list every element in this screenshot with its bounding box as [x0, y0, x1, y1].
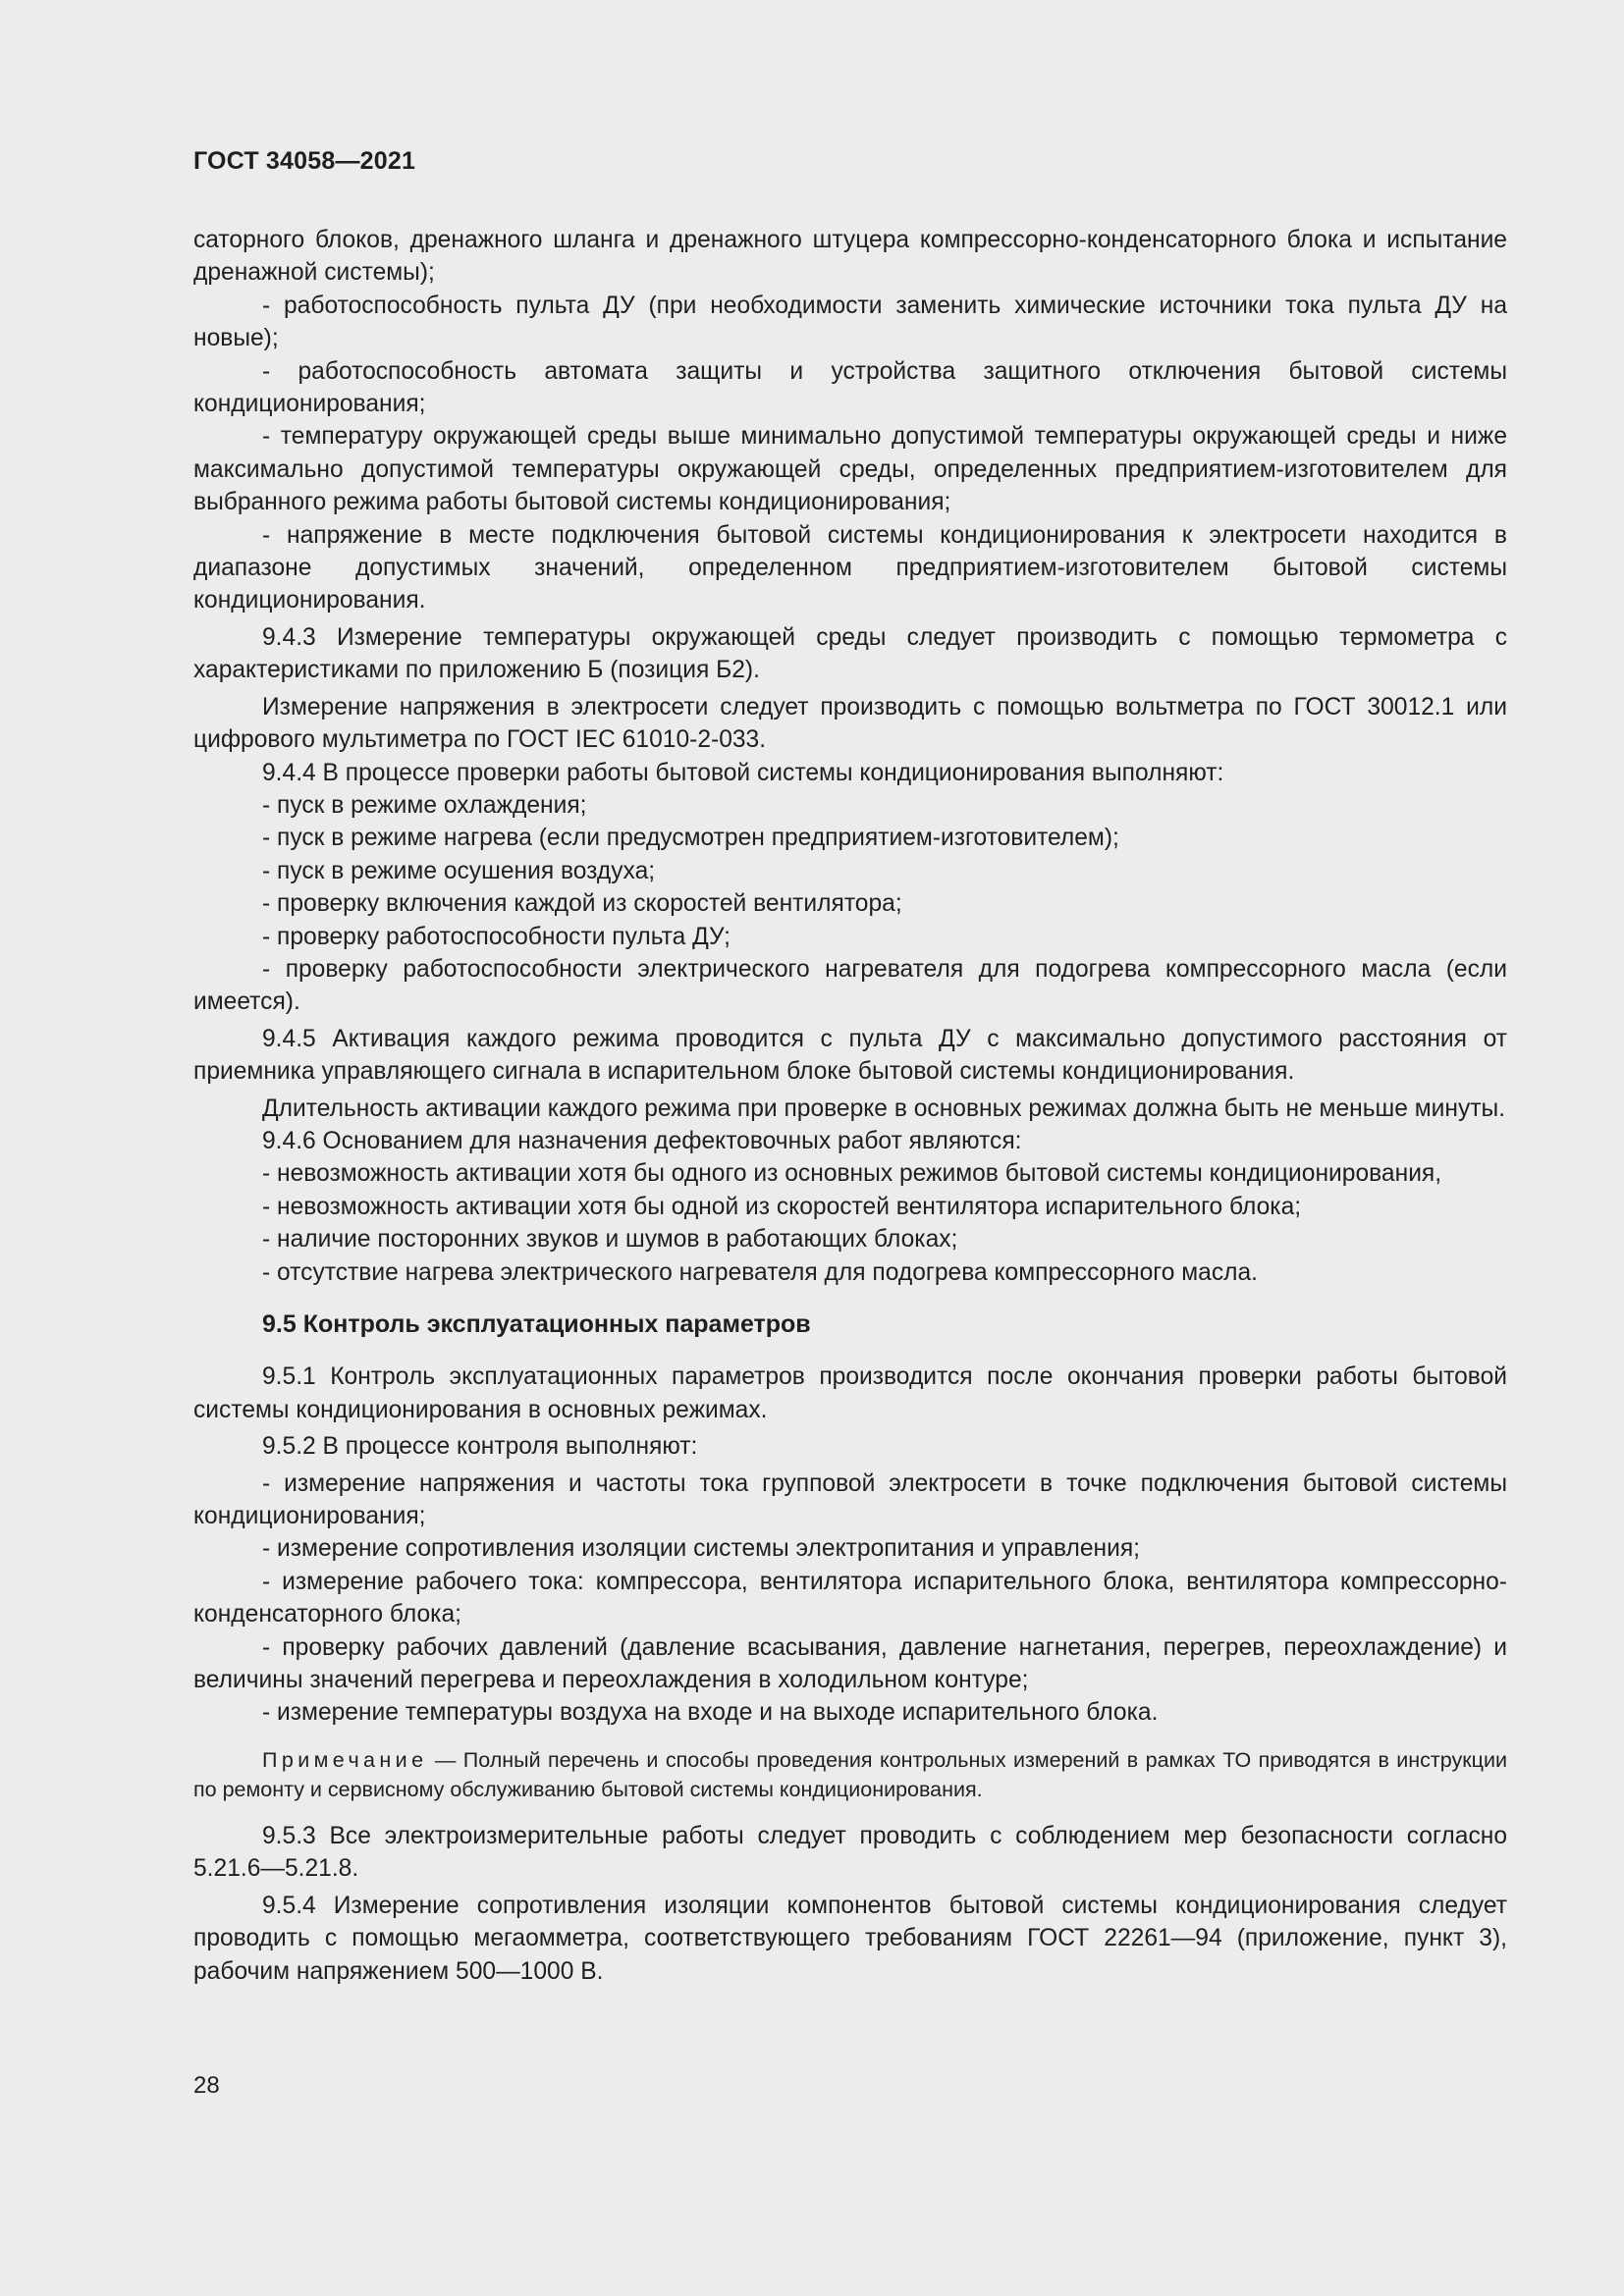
paragraph: - измерение напряжения и частоты тока групповой электросети в точке подключения бытовой системы кондиционирования; [193, 1469, 1507, 1530]
paragraph: - пуск в режиме нагрева (если предусмотрен предприятием-изготовителем); [262, 825, 1119, 852]
paragraph: - измерение температуры воздуха на входе и на выходе испарительного блока. [262, 1699, 1159, 1727]
section-95-tail-text [193, 1820, 1507, 1988]
paragraph: 9.5.3 Все электроизмерительные работы следует проводить с соблюдением мер безопасности согласно 5.21.6—5.21.8. [193, 1822, 1507, 1883]
paragraph: 9.4.3 Измерение температуры окружающей среды следует производить с помощью термометра с характеристиками по приложению Б (позиция Б2). [193, 623, 1507, 684]
paragraph: - измерение рабочего тока: компрессора, вентилятора испарительного блока, вентилятора компрессорно-конденсаторного блока; [193, 1568, 1507, 1629]
paragraph: - наличие посторонних звуков и шумов в работающих блоках; [262, 1226, 958, 1254]
paragraph: - проверку работоспособности пульта ДУ; [262, 923, 731, 950]
paragraph: 9.4.6 Основанием для назначения дефектовочных работ являются: [262, 1127, 1022, 1154]
note-paragraph [193, 1745, 1507, 1804]
paragraph: - температуру окружающей среды выше минимально допустимой температуры окружающей среды и ниже максимально допустимой температуры окружающей среды, определенных предприятием-изготовителем для выбранного режима работы бытовой системы кондиционирования; [193, 423, 1507, 516]
note-text: — Полный перечень и способы проведения контрольных измерений в рамках ТО приводятся в инструкции по ремонту и сервисному обслуживанию бытовой системы кондиционирования. [193, 1747, 1507, 1801]
paragraph: - работоспособность пульта ДУ (при необходимости заменить химические источники тока пульта ДУ на новые); [193, 292, 1507, 352]
paragraph: - пуск в режиме охлаждения; [262, 791, 587, 819]
paragraph: - отсутствие нагрева электрического нагревателя для подогрева компрессорного масла. [262, 1258, 1258, 1286]
section-95-text [193, 1361, 1507, 1729]
paragraph: Измерение напряжения в электросети следует производить с помощью вольтметра по ГОСТ 30012.1 или цифрового мультиметра по ГОСТ IEC 61010-2-033. [193, 693, 1507, 754]
paragraph: - измерение сопротивления изоляции системы электропитания и управления; [262, 1535, 1140, 1563]
paragraph: 9.5.4 Измерение сопротивления изоляции компонентов бытовой системы кондиционирования следует проводить с помощью мегаомметра, соответствующего требованиям ГОСТ 22261—94 (приложение, пункт 3), рабочим напряжением 500—1000 В. [193, 1892, 1507, 1985]
page-number: 28 [193, 2072, 220, 2099]
note-label: Примечание [262, 1747, 428, 1772]
paragraph: - невозможность активации хотя бы одного из основных режимов бытовой системы кондиционирования, [262, 1160, 1442, 1188]
paragraph: 9.5.1 Контроль эксплуатационных параметров производится после окончания проверки работы бытовой системы кондиционирования в основных режимах. [193, 1363, 1507, 1423]
paragraph: - проверку работоспособности электрического нагревателя для подогрева компрессорного масла (если имеется). [193, 955, 1507, 1016]
section-94-text [193, 224, 1507, 1289]
paragraph: саторного блоков, дренажного шланга и дренажного штуцера компрессорно-конденсаторного блока и испытание дренажной системы); [193, 227, 1507, 287]
paragraph: 9.4.4 В процессе проверки работы бытовой системы кондиционирования выполняют: [262, 759, 1224, 786]
paragraph: - невозможность активации хотя бы одной из скоростей вентилятора испарительного блока; [262, 1193, 1302, 1220]
paragraph: 9.4.5 Активация каждого режима проводится с пульта ДУ с максимально допустимого расстояния от приемника управляющего сигнала в испарительном блоке бытовой системы кондиционирования. [193, 1025, 1507, 1086]
paragraph: - пуск в режиме осушения воздуха; [262, 857, 656, 884]
document-body [193, 224, 1507, 1988]
paragraph: - проверку рабочих давлений (давление всасывания, давление нагнетания, перегрев, переохлаждение) и величины значений перегрева и переохлаждения в холодильном контуре; [193, 1633, 1507, 1694]
paragraph: - напряжение в месте подключения бытовой системы кондиционирования к электросети находится в диапазоне допустимых значений, определенном предприятием-изготовителем бытовой системы кондиционирования. [193, 521, 1507, 614]
paragraph: Длительность активации каждого режима при проверке в основных режимах должна быть не меньше минуты. [262, 1095, 1506, 1122]
paragraph: - работоспособность автомата защиты и устройства защитного отключения бытовой системы кондиционирования; [193, 357, 1507, 418]
document-header: ГОСТ 34058—2021 [193, 147, 416, 175]
paragraph: 9.5.2 В процессе контроля выполняют: [262, 1433, 698, 1461]
paragraph: - проверку включения каждой из скоростей вентилятора; [262, 890, 902, 918]
section-heading-9-5: 9.5 Контроль эксплуатационных параметров [262, 1310, 811, 1338]
